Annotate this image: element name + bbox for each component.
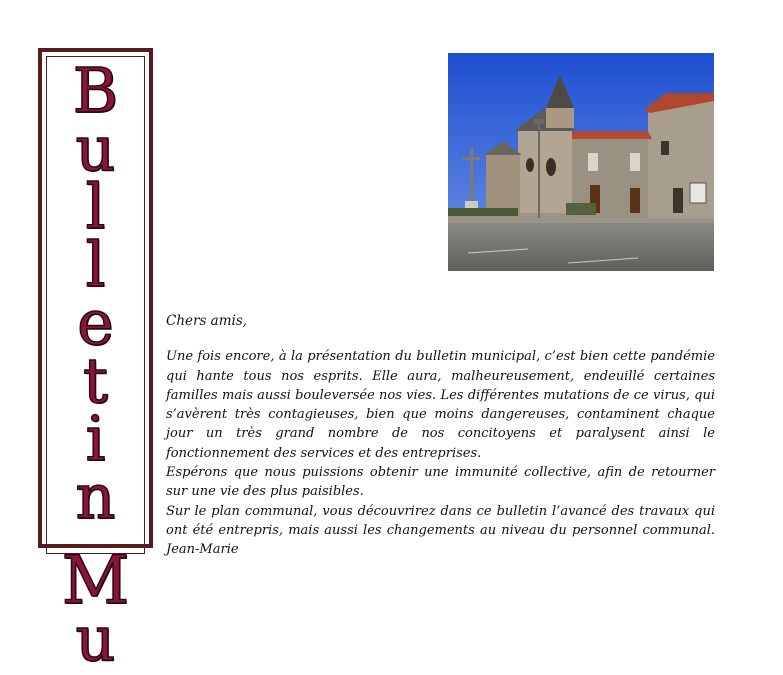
banner-letter: l: [85, 228, 106, 301]
letter-paragraph: Espérons que nous puissions obtenir une immunité collective, afin de retourner sur une vie des plus paisibles.: [166, 465, 715, 500]
banner-letter: u: [75, 112, 116, 185]
letter-paragraph: Sur le plan communal, vous découvrirez dans ce bulletin l’avancé des travaux qui ont été entrepris, mais aussi les changements au niveau du personnel communal. Jean-Marie: [166, 503, 715, 558]
banner-letter: n: [75, 460, 116, 533]
church-photo: [448, 53, 714, 271]
letter-greeting: Chers amis,: [166, 313, 248, 329]
banner-letter: B: [72, 54, 119, 127]
banner-title-letters: [42, 54, 149, 675]
mayor-letter: [166, 312, 715, 560]
banner-letter: u: [75, 602, 116, 675]
banner-letter: l: [85, 170, 106, 243]
banner-letter: t: [83, 344, 108, 417]
banner-letter: M: [61, 542, 130, 619]
banner-letter: e: [77, 286, 114, 359]
banner-letter: i: [85, 402, 106, 475]
letter-paragraph: Une fois encore, à la présentation du bulletin municipal, c’est bien cette pandémie qui hante tous nos esprits. Elle aura, malheureusement, endeuillé certaines familles mais aussi bouleversée nos vies. Les différentes mutations de ce virus, qui s’avèrent très contagieuses, bien que moins dangereuses, contaminent chaque jour un très grand nombre de nos concitoyens et paralysent ainsi le fonctionnement des services et des entreprises.: [166, 349, 715, 461]
title-banner: [38, 48, 153, 675]
